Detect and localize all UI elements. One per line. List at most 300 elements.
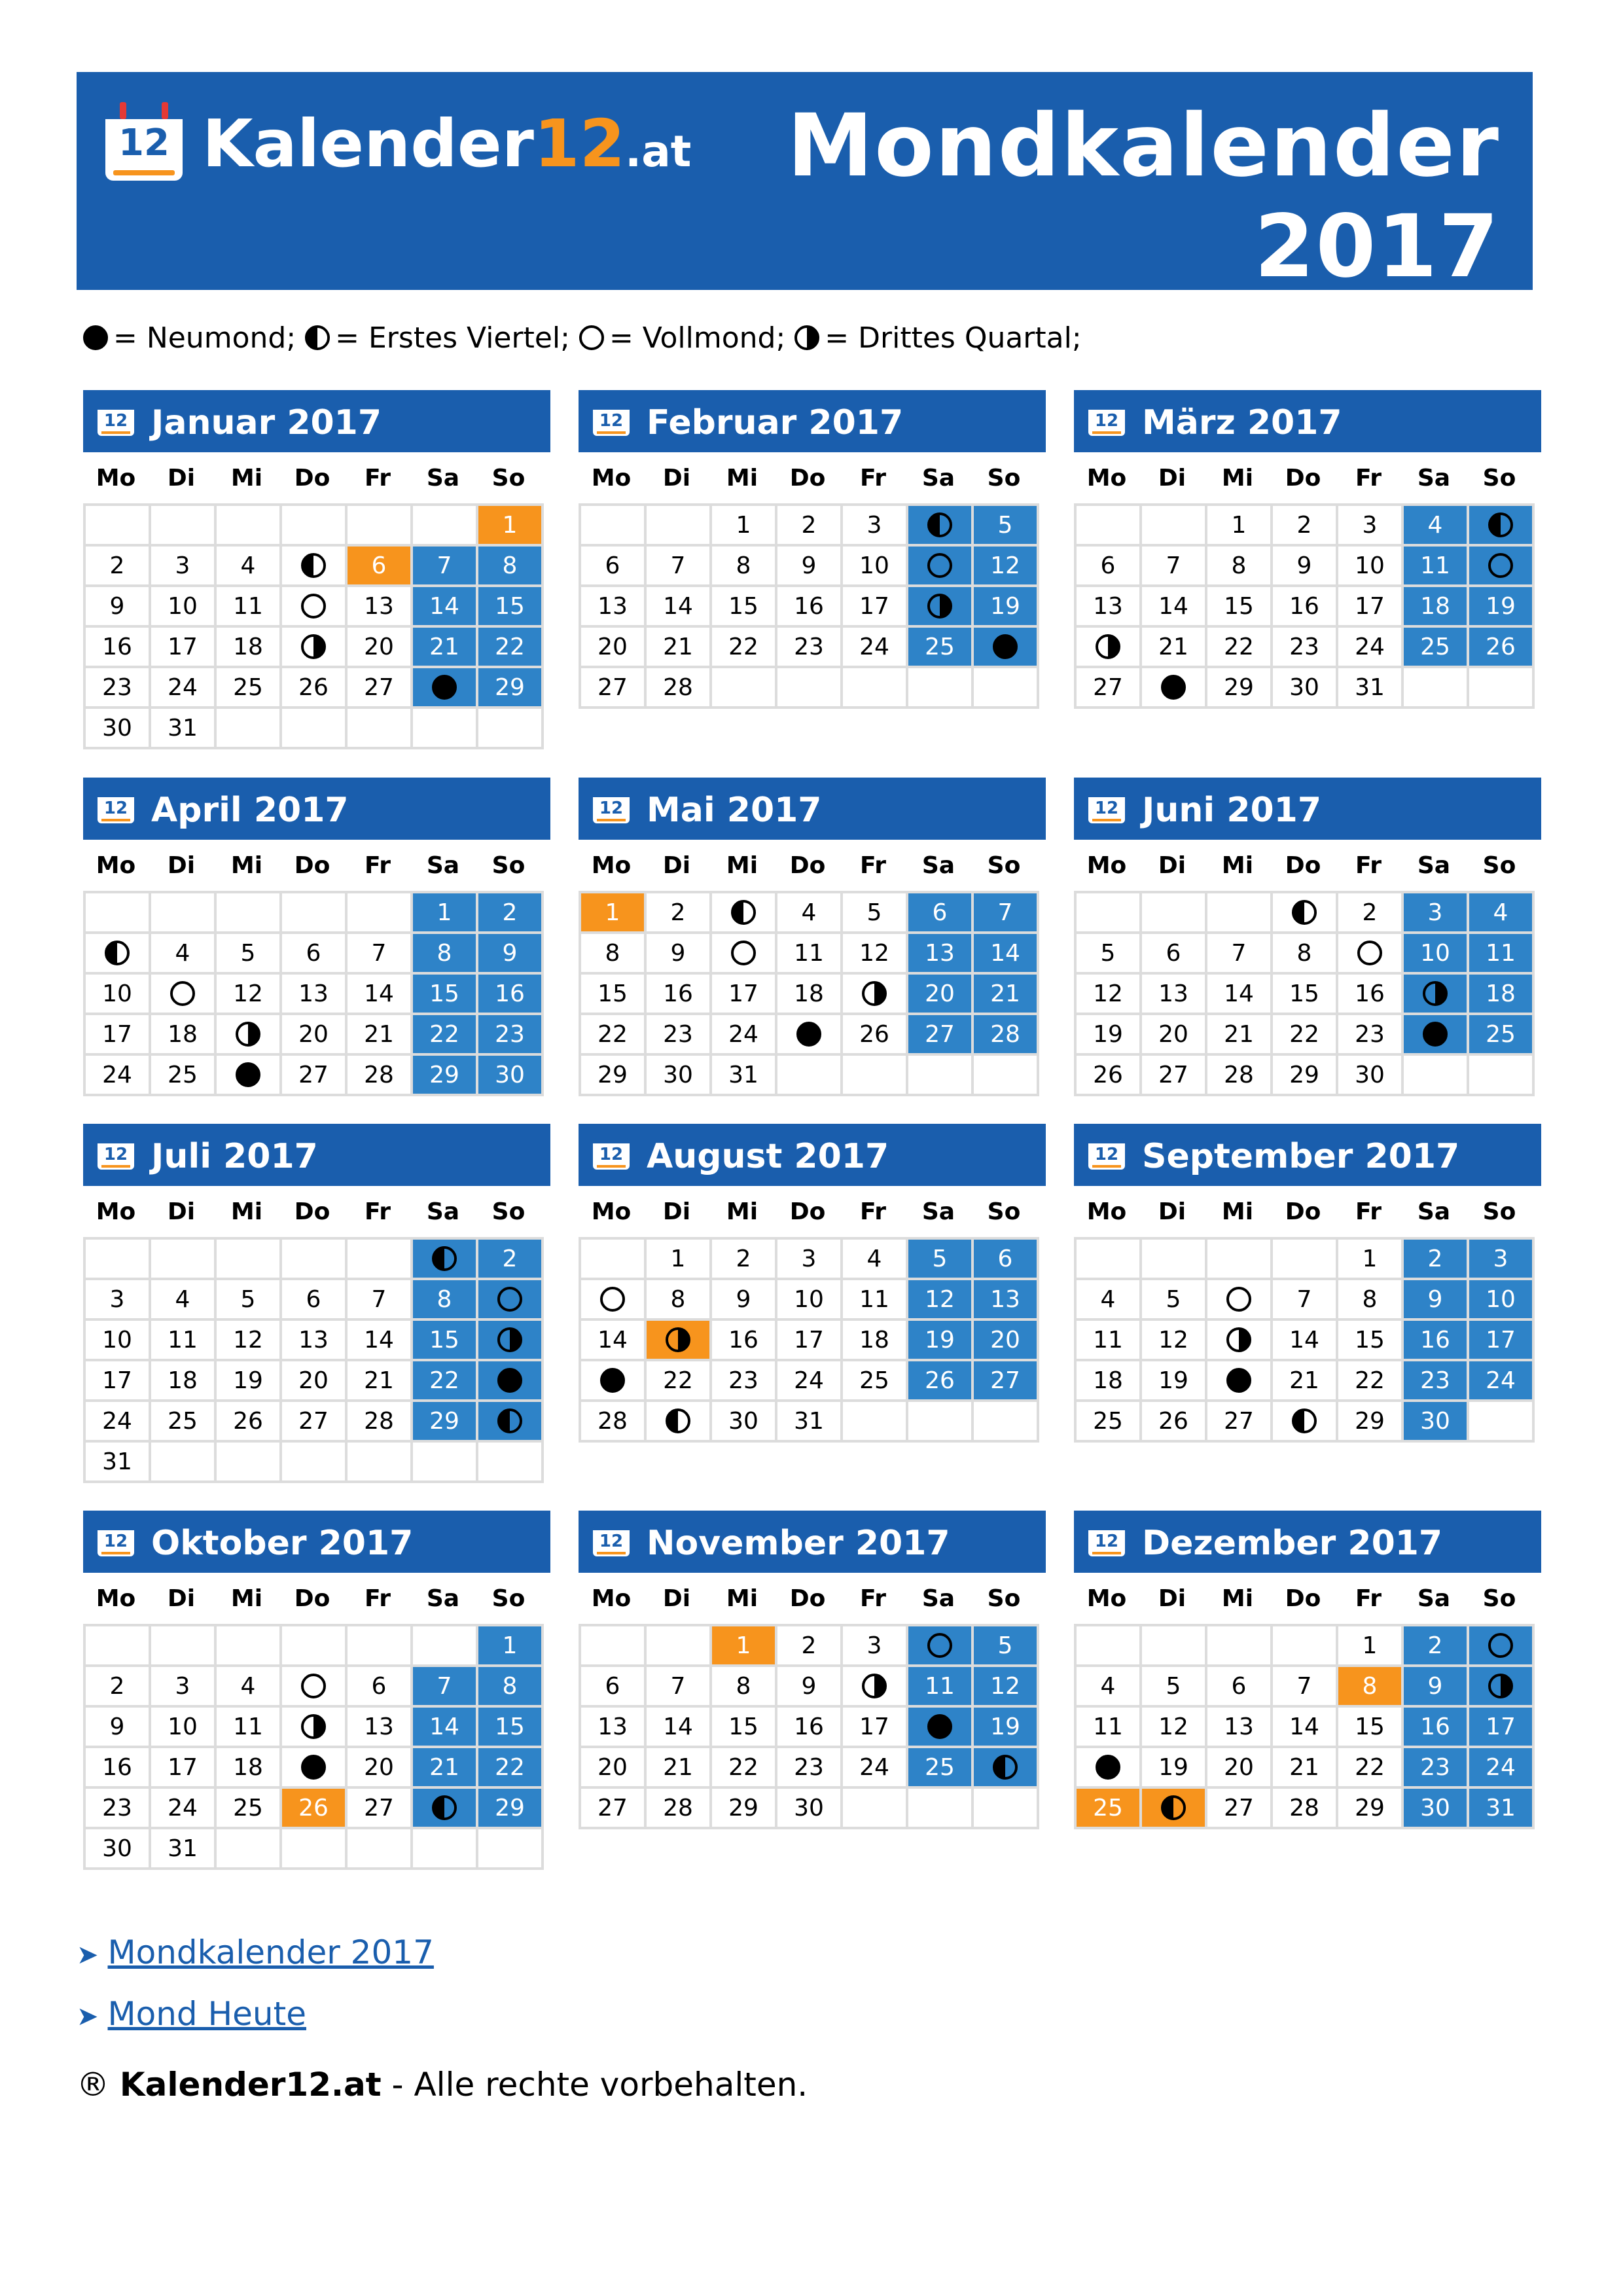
day-cell[interactable]: 9	[86, 1708, 151, 1748]
day-cell[interactable]: 20	[1207, 1748, 1273, 1789]
day-cell[interactable]: 1	[1207, 506, 1273, 547]
day-cell[interactable]	[843, 1667, 908, 1708]
day-cell[interactable]: 13	[348, 587, 413, 628]
day-cell[interactable]: 27	[1077, 668, 1142, 709]
day-cell[interactable]: 14	[1273, 1708, 1338, 1748]
day-cell[interactable]	[1338, 934, 1404, 975]
day-cell[interactable]: 15	[1338, 1708, 1404, 1748]
day-cell[interactable]: 14	[1142, 587, 1207, 628]
day-cell[interactable]: 31	[777, 1402, 843, 1443]
day-cell[interactable]: 22	[1207, 628, 1273, 668]
day-cell[interactable]: 27	[1207, 1402, 1273, 1443]
day-cell[interactable]: 10	[151, 587, 217, 628]
day-cell[interactable]: 15	[712, 1708, 777, 1748]
day-cell[interactable]: 6	[282, 1280, 348, 1321]
day-cell[interactable]: 21	[647, 1748, 712, 1789]
day-cell[interactable]: 30	[1338, 1056, 1404, 1096]
day-cell[interactable]: 3	[151, 1667, 217, 1708]
day-cell[interactable]: 21	[348, 1015, 413, 1056]
day-cell[interactable]	[1469, 547, 1535, 587]
day-cell[interactable]: 11	[217, 587, 282, 628]
day-cell[interactable]: 22	[478, 628, 544, 668]
day-cell[interactable]: 1	[712, 1626, 777, 1667]
day-cell[interactable]: 21	[1142, 628, 1207, 668]
mond-heute-link[interactable]: Mond Heute	[107, 1995, 306, 2033]
day-cell[interactable]	[282, 1667, 348, 1708]
day-cell[interactable]	[1404, 975, 1469, 1015]
day-cell[interactable]: 23	[478, 1015, 544, 1056]
day-cell[interactable]: 3	[1469, 1240, 1535, 1280]
day-cell[interactable]: 3	[777, 1240, 843, 1280]
day-cell[interactable]: 5	[843, 893, 908, 934]
day-cell[interactable]: 19	[217, 1361, 282, 1402]
day-cell[interactable]: 17	[1338, 587, 1404, 628]
day-cell[interactable]: 10	[86, 975, 151, 1015]
day-cell[interactable]: 31	[1338, 668, 1404, 709]
day-cell[interactable]: 24	[86, 1402, 151, 1443]
day-cell[interactable]: 9	[478, 934, 544, 975]
day-cell[interactable]	[777, 1015, 843, 1056]
day-cell[interactable]: 8	[478, 1667, 544, 1708]
day-cell[interactable]: 22	[647, 1361, 712, 1402]
day-cell[interactable]: 8	[1338, 1280, 1404, 1321]
day-cell[interactable]	[413, 1789, 478, 1829]
day-cell[interactable]: 31	[712, 1056, 777, 1096]
day-cell[interactable]: 4	[843, 1240, 908, 1280]
day-cell[interactable]: 6	[1207, 1667, 1273, 1708]
day-cell[interactable]: 14	[413, 587, 478, 628]
day-cell[interactable]: 9	[1404, 1280, 1469, 1321]
day-cell[interactable]: 21	[974, 975, 1039, 1015]
mondkalender-link[interactable]: Mondkalender 2017	[107, 1933, 434, 1971]
day-cell[interactable]: 10	[1469, 1280, 1535, 1321]
day-cell[interactable]: 19	[1077, 1015, 1142, 1056]
day-cell[interactable]: 25	[843, 1361, 908, 1402]
day-cell[interactable]: 2	[777, 506, 843, 547]
day-cell[interactable]: 10	[843, 547, 908, 587]
day-cell[interactable]: 21	[1273, 1748, 1338, 1789]
day-cell[interactable]	[647, 1321, 712, 1361]
day-cell[interactable]: 20	[908, 975, 974, 1015]
day-cell[interactable]: 21	[1207, 1015, 1273, 1056]
day-cell[interactable]: 11	[1077, 1321, 1142, 1361]
day-cell[interactable]: 24	[712, 1015, 777, 1056]
day-cell[interactable]	[217, 1015, 282, 1056]
day-cell[interactable]: 12	[217, 1321, 282, 1361]
day-cell[interactable]: 26	[217, 1402, 282, 1443]
day-cell[interactable]: 22	[1273, 1015, 1338, 1056]
day-cell[interactable]: 29	[413, 1402, 478, 1443]
day-cell[interactable]: 12	[843, 934, 908, 975]
day-cell[interactable]: 11	[908, 1667, 974, 1708]
day-cell[interactable]: 2	[647, 893, 712, 934]
day-cell[interactable]: 20	[974, 1321, 1039, 1361]
day-cell[interactable]	[581, 1361, 647, 1402]
day-cell[interactable]: 1	[413, 893, 478, 934]
day-cell[interactable]: 11	[217, 1708, 282, 1748]
day-cell[interactable]: 22	[478, 1748, 544, 1789]
day-cell[interactable]: 30	[1404, 1789, 1469, 1829]
day-cell[interactable]: 28	[348, 1056, 413, 1096]
day-cell[interactable]: 9	[712, 1280, 777, 1321]
day-cell[interactable]: 12	[1077, 975, 1142, 1015]
day-cell[interactable]: 6	[348, 1667, 413, 1708]
day-cell[interactable]: 12	[974, 547, 1039, 587]
day-cell[interactable]: 29	[478, 1789, 544, 1829]
day-cell[interactable]: 15	[478, 1708, 544, 1748]
day-cell[interactable]: 3	[151, 547, 217, 587]
day-cell[interactable]: 1	[478, 1626, 544, 1667]
day-cell[interactable]: 4	[1077, 1280, 1142, 1321]
day-cell[interactable]: 18	[217, 628, 282, 668]
day-cell[interactable]: 6	[581, 1667, 647, 1708]
day-cell[interactable]	[151, 975, 217, 1015]
day-cell[interactable]: 30	[1404, 1402, 1469, 1443]
day-cell[interactable]: 23	[1338, 1015, 1404, 1056]
day-cell[interactable]: 22	[413, 1015, 478, 1056]
day-cell[interactable]: 23	[712, 1361, 777, 1402]
day-cell[interactable]	[478, 1361, 544, 1402]
day-cell[interactable]: 17	[777, 1321, 843, 1361]
day-cell[interactable]: 3	[843, 506, 908, 547]
day-cell[interactable]: 26	[282, 1789, 348, 1829]
day-cell[interactable]	[712, 893, 777, 934]
day-cell[interactable]: 11	[777, 934, 843, 975]
day-cell[interactable]: 10	[151, 1708, 217, 1748]
day-cell[interactable]: 8	[712, 547, 777, 587]
day-cell[interactable]: 21	[1273, 1361, 1338, 1402]
day-cell[interactable]: 29	[1207, 668, 1273, 709]
day-cell[interactable]: 14	[974, 934, 1039, 975]
day-cell[interactable]: 12	[217, 975, 282, 1015]
day-cell[interactable]: 7	[647, 547, 712, 587]
day-cell[interactable]: 6	[1142, 934, 1207, 975]
day-cell[interactable]: 17	[843, 1708, 908, 1748]
day-cell[interactable]: 8	[413, 1280, 478, 1321]
day-cell[interactable]: 26	[908, 1361, 974, 1402]
day-cell[interactable]: 21	[647, 628, 712, 668]
day-cell[interactable]	[1207, 1321, 1273, 1361]
day-cell[interactable]: 16	[86, 628, 151, 668]
day-cell[interactable]: 12	[1142, 1321, 1207, 1361]
day-cell[interactable]: 3	[843, 1626, 908, 1667]
day-cell[interactable]: 29	[712, 1789, 777, 1829]
day-cell[interactable]: 25	[151, 1402, 217, 1443]
day-cell[interactable]: 28	[1273, 1789, 1338, 1829]
day-cell[interactable]	[974, 1748, 1039, 1789]
day-cell[interactable]: 25	[1077, 1789, 1142, 1829]
day-cell[interactable]	[1273, 1402, 1338, 1443]
day-cell[interactable]: 14	[1273, 1321, 1338, 1361]
day-cell[interactable]: 19	[1142, 1748, 1207, 1789]
day-cell[interactable]: 24	[777, 1361, 843, 1402]
day-cell[interactable]: 16	[1338, 975, 1404, 1015]
day-cell[interactable]: 27	[282, 1402, 348, 1443]
day-cell[interactable]: 27	[974, 1361, 1039, 1402]
day-cell[interactable]: 23	[1404, 1361, 1469, 1402]
day-cell[interactable]	[647, 1402, 712, 1443]
day-cell[interactable]: 25	[217, 1789, 282, 1829]
day-cell[interactable]: 2	[86, 547, 151, 587]
day-cell[interactable]: 19	[974, 587, 1039, 628]
day-cell[interactable]: 5	[217, 1280, 282, 1321]
day-cell[interactable]: 4	[151, 934, 217, 975]
day-cell[interactable]: 4	[217, 547, 282, 587]
day-cell[interactable]	[843, 975, 908, 1015]
day-cell[interactable]: 19	[1469, 587, 1535, 628]
day-cell[interactable]: 7	[1273, 1667, 1338, 1708]
day-cell[interactable]: 18	[777, 975, 843, 1015]
day-cell[interactable]: 19	[974, 1708, 1039, 1748]
day-cell[interactable]: 15	[1273, 975, 1338, 1015]
day-cell[interactable]: 17	[712, 975, 777, 1015]
day-cell[interactable]: 10	[1404, 934, 1469, 975]
day-cell[interactable]: 8	[1338, 1667, 1404, 1708]
day-cell[interactable]: 2	[1273, 506, 1338, 547]
day-cell[interactable]: 5	[217, 934, 282, 975]
day-cell[interactable]: 15	[1338, 1321, 1404, 1361]
day-cell[interactable]: 1	[1338, 1240, 1404, 1280]
day-cell[interactable]: 23	[86, 1789, 151, 1829]
day-cell[interactable]: 2	[478, 893, 544, 934]
day-cell[interactable]: 13	[1142, 975, 1207, 1015]
day-cell[interactable]: 29	[1338, 1789, 1404, 1829]
day-cell[interactable]: 16	[647, 975, 712, 1015]
day-cell[interactable]: 16	[86, 1748, 151, 1789]
day-cell[interactable]: 27	[581, 668, 647, 709]
day-cell[interactable]: 7	[348, 1280, 413, 1321]
day-cell[interactable]: 11	[1469, 934, 1535, 975]
day-cell[interactable]: 24	[1469, 1361, 1535, 1402]
day-cell[interactable]: 20	[581, 1748, 647, 1789]
day-cell[interactable]: 8	[581, 934, 647, 975]
day-cell[interactable]: 31	[1469, 1789, 1535, 1829]
day-cell[interactable]: 24	[1338, 628, 1404, 668]
day-cell[interactable]	[282, 628, 348, 668]
day-cell[interactable]	[282, 1708, 348, 1748]
day-cell[interactable]: 1	[478, 506, 544, 547]
day-cell[interactable]: 13	[348, 1708, 413, 1748]
day-cell[interactable]: 7	[1142, 547, 1207, 587]
day-cell[interactable]: 24	[151, 668, 217, 709]
day-cell[interactable]: 20	[282, 1015, 348, 1056]
day-cell[interactable]	[1469, 506, 1535, 547]
day-cell[interactable]: 30	[712, 1402, 777, 1443]
day-cell[interactable]: 4	[151, 1280, 217, 1321]
day-cell[interactable]	[908, 1626, 974, 1667]
day-cell[interactable]: 13	[581, 1708, 647, 1748]
day-cell[interactable]: 8	[647, 1280, 712, 1321]
day-cell[interactable]: 30	[478, 1056, 544, 1096]
day-cell[interactable]	[1077, 1748, 1142, 1789]
day-cell[interactable]: 20	[581, 628, 647, 668]
day-cell[interactable]: 20	[1142, 1015, 1207, 1056]
day-cell[interactable]: 2	[1404, 1626, 1469, 1667]
day-cell[interactable]: 17	[1469, 1321, 1535, 1361]
day-cell[interactable]: 23	[777, 628, 843, 668]
day-cell[interactable]: 4	[1469, 893, 1535, 934]
day-cell[interactable]: 27	[908, 1015, 974, 1056]
day-cell[interactable]: 1	[712, 506, 777, 547]
day-cell[interactable]: 28	[647, 668, 712, 709]
day-cell[interactable]: 26	[1142, 1402, 1207, 1443]
day-cell[interactable]: 16	[777, 1708, 843, 1748]
day-cell[interactable]: 6	[348, 547, 413, 587]
day-cell[interactable]: 25	[1404, 628, 1469, 668]
day-cell[interactable]: 28	[974, 1015, 1039, 1056]
day-cell[interactable]: 13	[581, 587, 647, 628]
day-cell[interactable]: 18	[151, 1361, 217, 1402]
day-cell[interactable]: 8	[712, 1667, 777, 1708]
day-cell[interactable]: 27	[282, 1056, 348, 1096]
day-cell[interactable]: 17	[86, 1015, 151, 1056]
day-cell[interactable]: 17	[151, 628, 217, 668]
day-cell[interactable]: 9	[777, 1667, 843, 1708]
day-cell[interactable]: 7	[413, 547, 478, 587]
day-cell[interactable]: 22	[712, 1748, 777, 1789]
day-cell[interactable]: 17	[86, 1361, 151, 1402]
logo-wordmark[interactable]	[202, 105, 691, 191]
day-cell[interactable]	[478, 1280, 544, 1321]
day-cell[interactable]: 31	[151, 1829, 217, 1870]
day-cell[interactable]: 20	[348, 628, 413, 668]
day-cell[interactable]: 2	[712, 1240, 777, 1280]
day-cell[interactable]: 25	[151, 1056, 217, 1096]
day-cell[interactable]: 9	[1404, 1667, 1469, 1708]
day-cell[interactable]: 7	[974, 893, 1039, 934]
day-cell[interactable]: 25	[908, 628, 974, 668]
day-cell[interactable]: 11	[843, 1280, 908, 1321]
day-cell[interactable]: 4	[777, 893, 843, 934]
day-cell[interactable]: 23	[1404, 1748, 1469, 1789]
day-cell[interactable]: 29	[581, 1056, 647, 1096]
day-cell[interactable]: 24	[843, 1748, 908, 1789]
day-cell[interactable]: 18	[1469, 975, 1535, 1015]
day-cell[interactable]	[1142, 1789, 1207, 1829]
day-cell[interactable]: 29	[1273, 1056, 1338, 1096]
day-cell[interactable]	[1469, 1626, 1535, 1667]
day-cell[interactable]: 30	[1273, 668, 1338, 709]
day-cell[interactable]: 10	[86, 1321, 151, 1361]
day-cell[interactable]: 3	[1404, 893, 1469, 934]
day-cell[interactable]: 15	[413, 1321, 478, 1361]
day-cell[interactable]: 29	[478, 668, 544, 709]
day-cell[interactable]: 12	[908, 1280, 974, 1321]
day-cell[interactable]: 28	[1207, 1056, 1273, 1096]
day-cell[interactable]: 31	[151, 709, 217, 749]
day-cell[interactable]: 7	[1207, 934, 1273, 975]
day-cell[interactable]: 23	[777, 1748, 843, 1789]
day-cell[interactable]: 10	[1338, 547, 1404, 587]
day-cell[interactable]: 27	[1142, 1056, 1207, 1096]
day-cell[interactable]: 24	[843, 628, 908, 668]
day-cell[interactable]: 14	[647, 1708, 712, 1748]
day-cell[interactable]: 11	[1404, 547, 1469, 587]
day-cell[interactable]: 5	[974, 1626, 1039, 1667]
day-cell[interactable]: 1	[581, 893, 647, 934]
day-cell[interactable]	[908, 547, 974, 587]
day-cell[interactable]: 23	[647, 1015, 712, 1056]
day-cell[interactable]: 10	[777, 1280, 843, 1321]
day-cell[interactable]: 25	[217, 668, 282, 709]
day-cell[interactable]: 11	[1077, 1708, 1142, 1748]
day-cell[interactable]: 26	[1077, 1056, 1142, 1096]
day-cell[interactable]: 5	[1142, 1667, 1207, 1708]
day-cell[interactable]: 13	[974, 1280, 1039, 1321]
day-cell[interactable]: 13	[282, 975, 348, 1015]
day-cell[interactable]	[282, 587, 348, 628]
day-cell[interactable]: 27	[348, 1789, 413, 1829]
day-cell[interactable]: 14	[348, 975, 413, 1015]
day-cell[interactable]: 2	[777, 1626, 843, 1667]
day-cell[interactable]: 8	[1207, 547, 1273, 587]
day-cell[interactable]: 5	[908, 1240, 974, 1280]
day-cell[interactable]: 2	[478, 1240, 544, 1280]
day-cell[interactable]	[413, 1240, 478, 1280]
day-cell[interactable]	[581, 1280, 647, 1321]
day-cell[interactable]: 28	[647, 1789, 712, 1829]
day-cell[interactable]	[1077, 628, 1142, 668]
day-cell[interactable]: 1	[1338, 1626, 1404, 1667]
day-cell[interactable]: 13	[908, 934, 974, 975]
day-cell[interactable]: 24	[86, 1056, 151, 1096]
day-cell[interactable]: 7	[1273, 1280, 1338, 1321]
day-cell[interactable]: 12	[974, 1667, 1039, 1708]
day-cell[interactable]	[908, 506, 974, 547]
day-cell[interactable]: 6	[908, 893, 974, 934]
day-cell[interactable]: 18	[151, 1015, 217, 1056]
day-cell[interactable]: 16	[1273, 587, 1338, 628]
day-cell[interactable]: 18	[217, 1748, 282, 1789]
day-cell[interactable]: 24	[1469, 1748, 1535, 1789]
day-cell[interactable]: 8	[1273, 934, 1338, 975]
day-cell[interactable]	[217, 1056, 282, 1096]
day-cell[interactable]: 23	[1273, 628, 1338, 668]
day-cell[interactable]: 2	[86, 1667, 151, 1708]
day-cell[interactable]: 21	[413, 628, 478, 668]
day-cell[interactable]	[282, 547, 348, 587]
day-cell[interactable]: 6	[282, 934, 348, 975]
day-cell[interactable]: 30	[86, 1829, 151, 1870]
day-cell[interactable]: 2	[1404, 1240, 1469, 1280]
day-cell[interactable]: 22	[1338, 1748, 1404, 1789]
day-cell[interactable]: 29	[1338, 1402, 1404, 1443]
day-cell[interactable]: 5	[1077, 934, 1142, 975]
day-cell[interactable]	[1207, 1280, 1273, 1321]
day-cell[interactable]: 26	[843, 1015, 908, 1056]
day-cell[interactable]: 27	[348, 668, 413, 709]
day-cell[interactable]: 14	[581, 1321, 647, 1361]
day-cell[interactable]	[908, 1708, 974, 1748]
day-cell[interactable]	[1404, 1015, 1469, 1056]
day-cell[interactable]: 19	[1142, 1361, 1207, 1402]
day-cell[interactable]: 22	[581, 1015, 647, 1056]
day-cell[interactable]: 25	[1077, 1402, 1142, 1443]
day-cell[interactable]: 18	[843, 1321, 908, 1361]
day-cell[interactable]: 13	[282, 1321, 348, 1361]
day-cell[interactable]: 20	[348, 1748, 413, 1789]
day-cell[interactable]: 28	[348, 1402, 413, 1443]
day-cell[interactable]	[908, 587, 974, 628]
day-cell[interactable]: 30	[777, 1789, 843, 1829]
day-cell[interactable]	[974, 628, 1039, 668]
day-cell[interactable]: 21	[348, 1361, 413, 1402]
day-cell[interactable]: 27	[1207, 1789, 1273, 1829]
day-cell[interactable]: 29	[413, 1056, 478, 1096]
day-cell[interactable]: 5	[974, 506, 1039, 547]
day-cell[interactable]: 5	[1142, 1280, 1207, 1321]
day-cell[interactable]: 22	[413, 1361, 478, 1402]
